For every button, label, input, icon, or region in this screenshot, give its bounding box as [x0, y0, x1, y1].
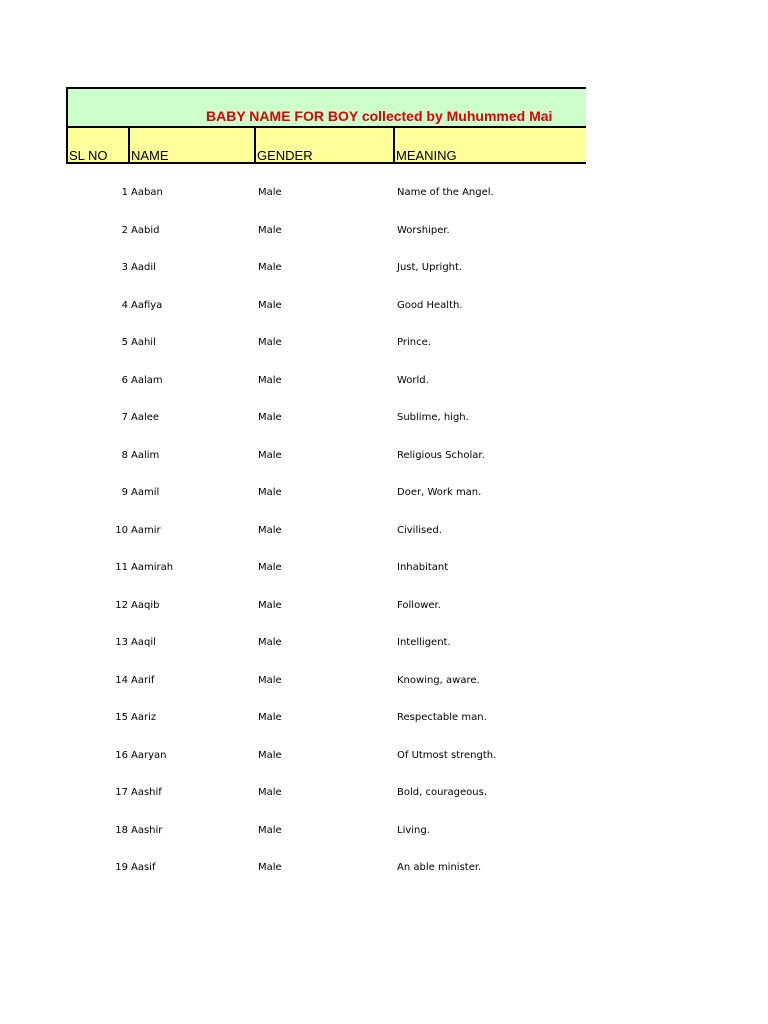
header-row — [66, 126, 586, 164]
row-meaning: Name of the Angel. — [397, 187, 494, 198]
row-sl-no: 14 — [115, 675, 128, 686]
row-meaning: Religious Scholar. — [397, 450, 485, 461]
row-name: Aashif — [131, 787, 162, 798]
row-meaning: Inhabitant — [397, 562, 449, 573]
row-gender: Male — [258, 712, 282, 723]
row-meaning: Respectable man. — [397, 712, 487, 723]
row-gender: Male — [258, 337, 282, 348]
row-meaning: Just, Upright. — [397, 262, 463, 273]
row-meaning: Bold, courageous. — [397, 787, 487, 798]
row-name: Aadil — [131, 262, 156, 273]
row-gender: Male — [258, 487, 282, 498]
row-sl-no: 12 — [115, 600, 128, 611]
row-name: Aasif — [131, 862, 156, 873]
table-row — [0, 262, 768, 282]
row-name: Aaryan — [131, 750, 167, 761]
table-row — [0, 375, 768, 395]
row-name: Aafiya — [131, 300, 163, 311]
header-meaning: MEANING — [393, 126, 586, 164]
table-row — [0, 487, 768, 507]
row-gender: Male — [258, 187, 282, 198]
row-name: Aashir — [131, 825, 163, 836]
table-row — [0, 600, 768, 620]
row-sl-no: 2 — [121, 225, 128, 236]
row-gender: Male — [258, 525, 282, 536]
row-sl-no: 3 — [121, 262, 128, 273]
table-row — [0, 562, 768, 582]
row-meaning: Living. — [397, 825, 430, 836]
table-row — [0, 825, 768, 845]
row-gender: Male — [258, 262, 282, 273]
header-sl-no: SL NO — [66, 126, 130, 164]
table-row — [0, 412, 768, 432]
row-gender: Male — [258, 562, 282, 573]
row-name: Aamil — [131, 487, 160, 498]
row-name: Aamirah — [131, 562, 174, 573]
row-gender: Male — [258, 225, 282, 236]
table-row — [0, 750, 768, 770]
row-sl-no: 6 — [121, 375, 128, 386]
row-meaning: Worshiper. — [397, 225, 450, 236]
table-row — [0, 712, 768, 732]
title-band — [66, 87, 586, 126]
row-sl-no: 15 — [115, 712, 128, 723]
row-sl-no: 18 — [115, 825, 128, 836]
row-meaning: World. — [397, 375, 429, 386]
row-name: Aahil — [131, 337, 156, 348]
header-name: NAME — [128, 126, 256, 164]
row-meaning: Sublime, high. — [397, 412, 469, 423]
row-meaning: Civilised. — [397, 525, 442, 536]
row-name: Aarif — [131, 675, 155, 686]
row-name: Aalee — [131, 412, 160, 423]
table-row — [0, 337, 768, 357]
row-meaning: Good Health. — [397, 300, 463, 311]
row-sl-no: 10 — [115, 525, 128, 536]
row-name: Aalim — [131, 450, 160, 461]
row-meaning: Intelligent. — [397, 637, 451, 648]
sheet-title: BABY NAME FOR BOY collected by Muhummed Mai — [206, 108, 553, 124]
row-sl-no: 13 — [115, 637, 128, 648]
row-name: Aaqil — [131, 637, 156, 648]
row-name: Aamir — [131, 525, 161, 536]
row-sl-no: 5 — [121, 337, 128, 348]
row-sl-no: 7 — [121, 412, 128, 423]
row-gender: Male — [258, 637, 282, 648]
row-gender: Male — [258, 412, 282, 423]
row-meaning: Of Utmost strength. — [397, 750, 497, 761]
table-row — [0, 637, 768, 657]
table-row — [0, 862, 768, 882]
header-gender: GENDER — [254, 126, 395, 164]
table-row — [0, 675, 768, 695]
table-row — [0, 450, 768, 470]
row-sl-no: 16 — [115, 750, 128, 761]
row-sl-no: 8 — [121, 450, 128, 461]
row-gender: Male — [258, 787, 282, 798]
row-meaning: Follower. — [397, 600, 441, 611]
row-name: Aalam — [131, 375, 163, 386]
row-sl-no: 11 — [115, 562, 128, 573]
row-meaning: Prince. — [397, 337, 431, 348]
table-row — [0, 787, 768, 807]
row-name: Aabid — [131, 225, 160, 236]
row-name: Aaban — [131, 187, 163, 198]
row-name: Aariz — [131, 712, 157, 723]
row-sl-no: 1 — [121, 187, 128, 198]
row-meaning: An able minister. — [397, 862, 482, 873]
row-sl-no: 19 — [115, 862, 128, 873]
row-gender: Male — [258, 600, 282, 611]
table-row — [0, 225, 768, 245]
table-row — [0, 187, 768, 207]
row-gender: Male — [258, 862, 282, 873]
row-sl-no: 4 — [121, 300, 128, 311]
row-gender: Male — [258, 825, 282, 836]
row-sl-no: 17 — [115, 787, 128, 798]
row-gender: Male — [258, 375, 282, 386]
row-gender: Male — [258, 750, 282, 761]
table-row — [0, 525, 768, 545]
row-gender: Male — [258, 675, 282, 686]
row-name: Aaqib — [131, 600, 160, 611]
row-gender: Male — [258, 300, 282, 311]
row-gender: Male — [258, 450, 282, 461]
row-sl-no: 9 — [121, 487, 128, 498]
row-meaning: Knowing, aware. — [397, 675, 480, 686]
table-row — [0, 300, 768, 320]
row-meaning: Doer, Work man. — [397, 487, 482, 498]
